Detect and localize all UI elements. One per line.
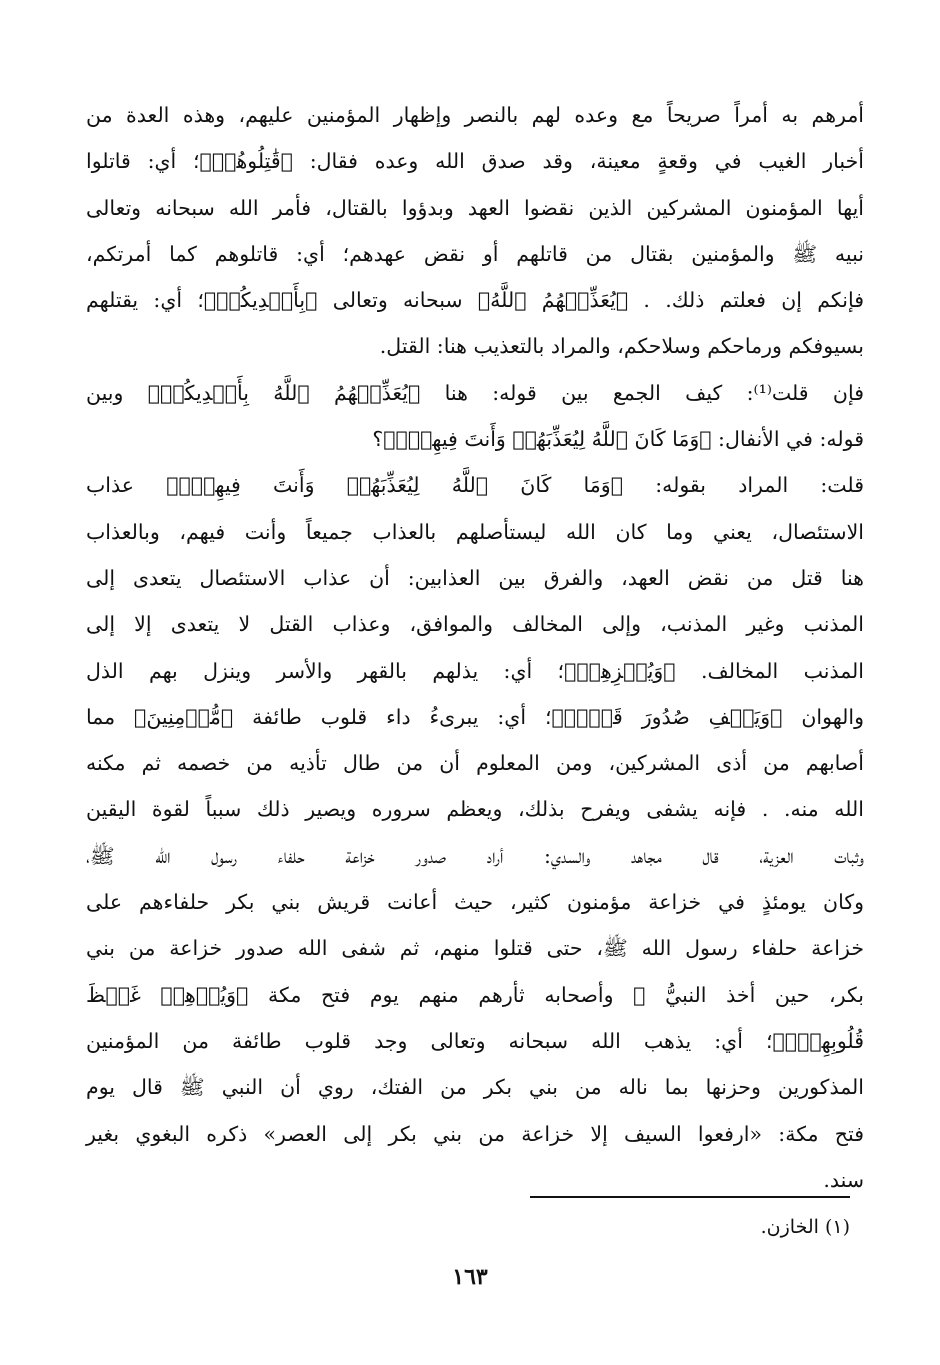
text-line: المذكورين وحزنها بما ناله من بني بكر من الفتك، روي أن النبي ﷺ قال يوم <box>86 1075 864 1100</box>
text-line: الله منه. . فإنه يشفى ويفرح بذلك، ويعظم سروره ويصير ذلك سبباً لقوة اليقين <box>86 797 864 822</box>
text-line: أيها المؤمنون المشركين الذين نقضوا العهد وبدؤوا بالقتال، فأمر الله سبحانه وتعالى <box>86 195 864 220</box>
text-line: فإنكم إن فعلتم ذلك. . ﴿يُعَذِّبۡهُمُ ٱللَّهُ﴾ سبحانه وتعالى ﴿بِأَيۡدِيكُمۡ﴾؛ أي: يقتلهم <box>86 288 864 313</box>
text-line: وكان يومئذٍ في خزاعة مؤمنون كثير، حيث أعانت قريش بني بكر حلفاءهم على <box>86 890 864 915</box>
text-line: بسيوفكم ورماحكم وسلاحكم، والمراد بالتعذيب هنا: القتل. <box>379 334 864 359</box>
text-line: قُلُوبِهِمۡۗ﴾؛ أي: يذهب الله سبحانه وتعالى وجد قلوب طائفة من المؤمنين <box>86 1028 864 1053</box>
text-line: وثبات العزية، قال مجاهد والسدي: أراد صدور خزاعة حلفاء رسول الله ﷺ، <box>86 843 864 868</box>
text-line: سند. <box>823 1167 864 1192</box>
body-text <box>86 92 864 1203</box>
text-line: خزاعة حلفاء رسول الله ﷺ، حتى قتلوا منهم، ثم شفى الله صدور خزاعة من بني <box>86 936 864 961</box>
text-line: فتح مكة: «ارفعوا السيف إلا خزاعة من بني بكر إلى العصر» ذكره البغوي بغير <box>86 1121 864 1146</box>
text-line: المذنب المخالف. ﴿وَيُخۡزِهِمۡ﴾؛ أي: يذلهم بالقهر والأسر وينزل بهم الذل <box>86 658 864 683</box>
text-line: هنا قتل من نقض العهد، والفرق بين العذابين: أن عذاب الاستئصال يتعدى إلى <box>86 565 864 590</box>
text-line: أخبار الغيب في وقعةٍ معينة، وقد صدق الله وعده فقال: ﴿قَٰتِلُوهُمۡ﴾؛ أي: قاتلوا <box>86 149 864 174</box>
page-number: ١٦٣ <box>452 1264 488 1290</box>
text-line: الاستئصال، يعني وما كان الله ليستأصلهم بالعذاب جميعاً وأنت فيهم، وبالعذاب <box>86 519 864 544</box>
text-line: نبيه ﷺ والمؤمنين بقتال من قاتلهم أو نقض عهدهم؛ أي: قاتلوهم كما أمرتكم، <box>86 241 864 266</box>
text-line: المذنب وغير المذنب، وإلى المخالف والموافق، وعذاب القتل لا يتعدى إلا إلى <box>86 612 864 637</box>
footnote: (١) الخازن. <box>760 1216 850 1238</box>
text-line: أمرهم به أمراً صريحاً مع وعده لهم بالنصر وإظهار المؤمنين عليهم، وهذه العدة من <box>86 103 864 127</box>
text-line: أصابهم من أذى المشركين، ومن المعلوم أن من طال تأذيه من خصمه ثم مكنه <box>86 751 864 776</box>
text-line: قوله: في الأنفال: ﴿وَمَا كَانَ ٱللَّهُ لِيُعَذِّبَهُمۡ وَأَنتَ فِيهِمۡۚ﴾؟ <box>372 427 864 452</box>
text-line: والهوان ﴿وَيَشۡفِ صُدُورَ قَوۡمٖ﴾؛ أي: يبرىءُ داء قلوب طائفة ﴿مُّؤۡمِنِينَ﴾ مما <box>86 704 864 729</box>
text-line: فإن قلت⁽¹⁾: كيف الجمع بين قوله: هنا ﴿يُعَذِّبۡهُمُ ٱللَّهُ بِأَيۡدِيكُمۡ﴾ وبين <box>86 380 864 405</box>
text-line: قلت: المراد بقوله: ﴿وَمَا كَانَ ٱللَّهُ لِيُعَذِّبَهُمۡ وَأَنتَ فِيهِمۡۚ﴾ عذاب <box>86 473 864 498</box>
text-line: بكر، حين أخذ النبيُّ ﷺ وأصحابه ثأرهم منهم يوم فتح مكة ﴿وَيُذۡهِبۡ غَيۡظَ <box>86 982 864 1007</box>
footnote-divider <box>530 1196 850 1198</box>
